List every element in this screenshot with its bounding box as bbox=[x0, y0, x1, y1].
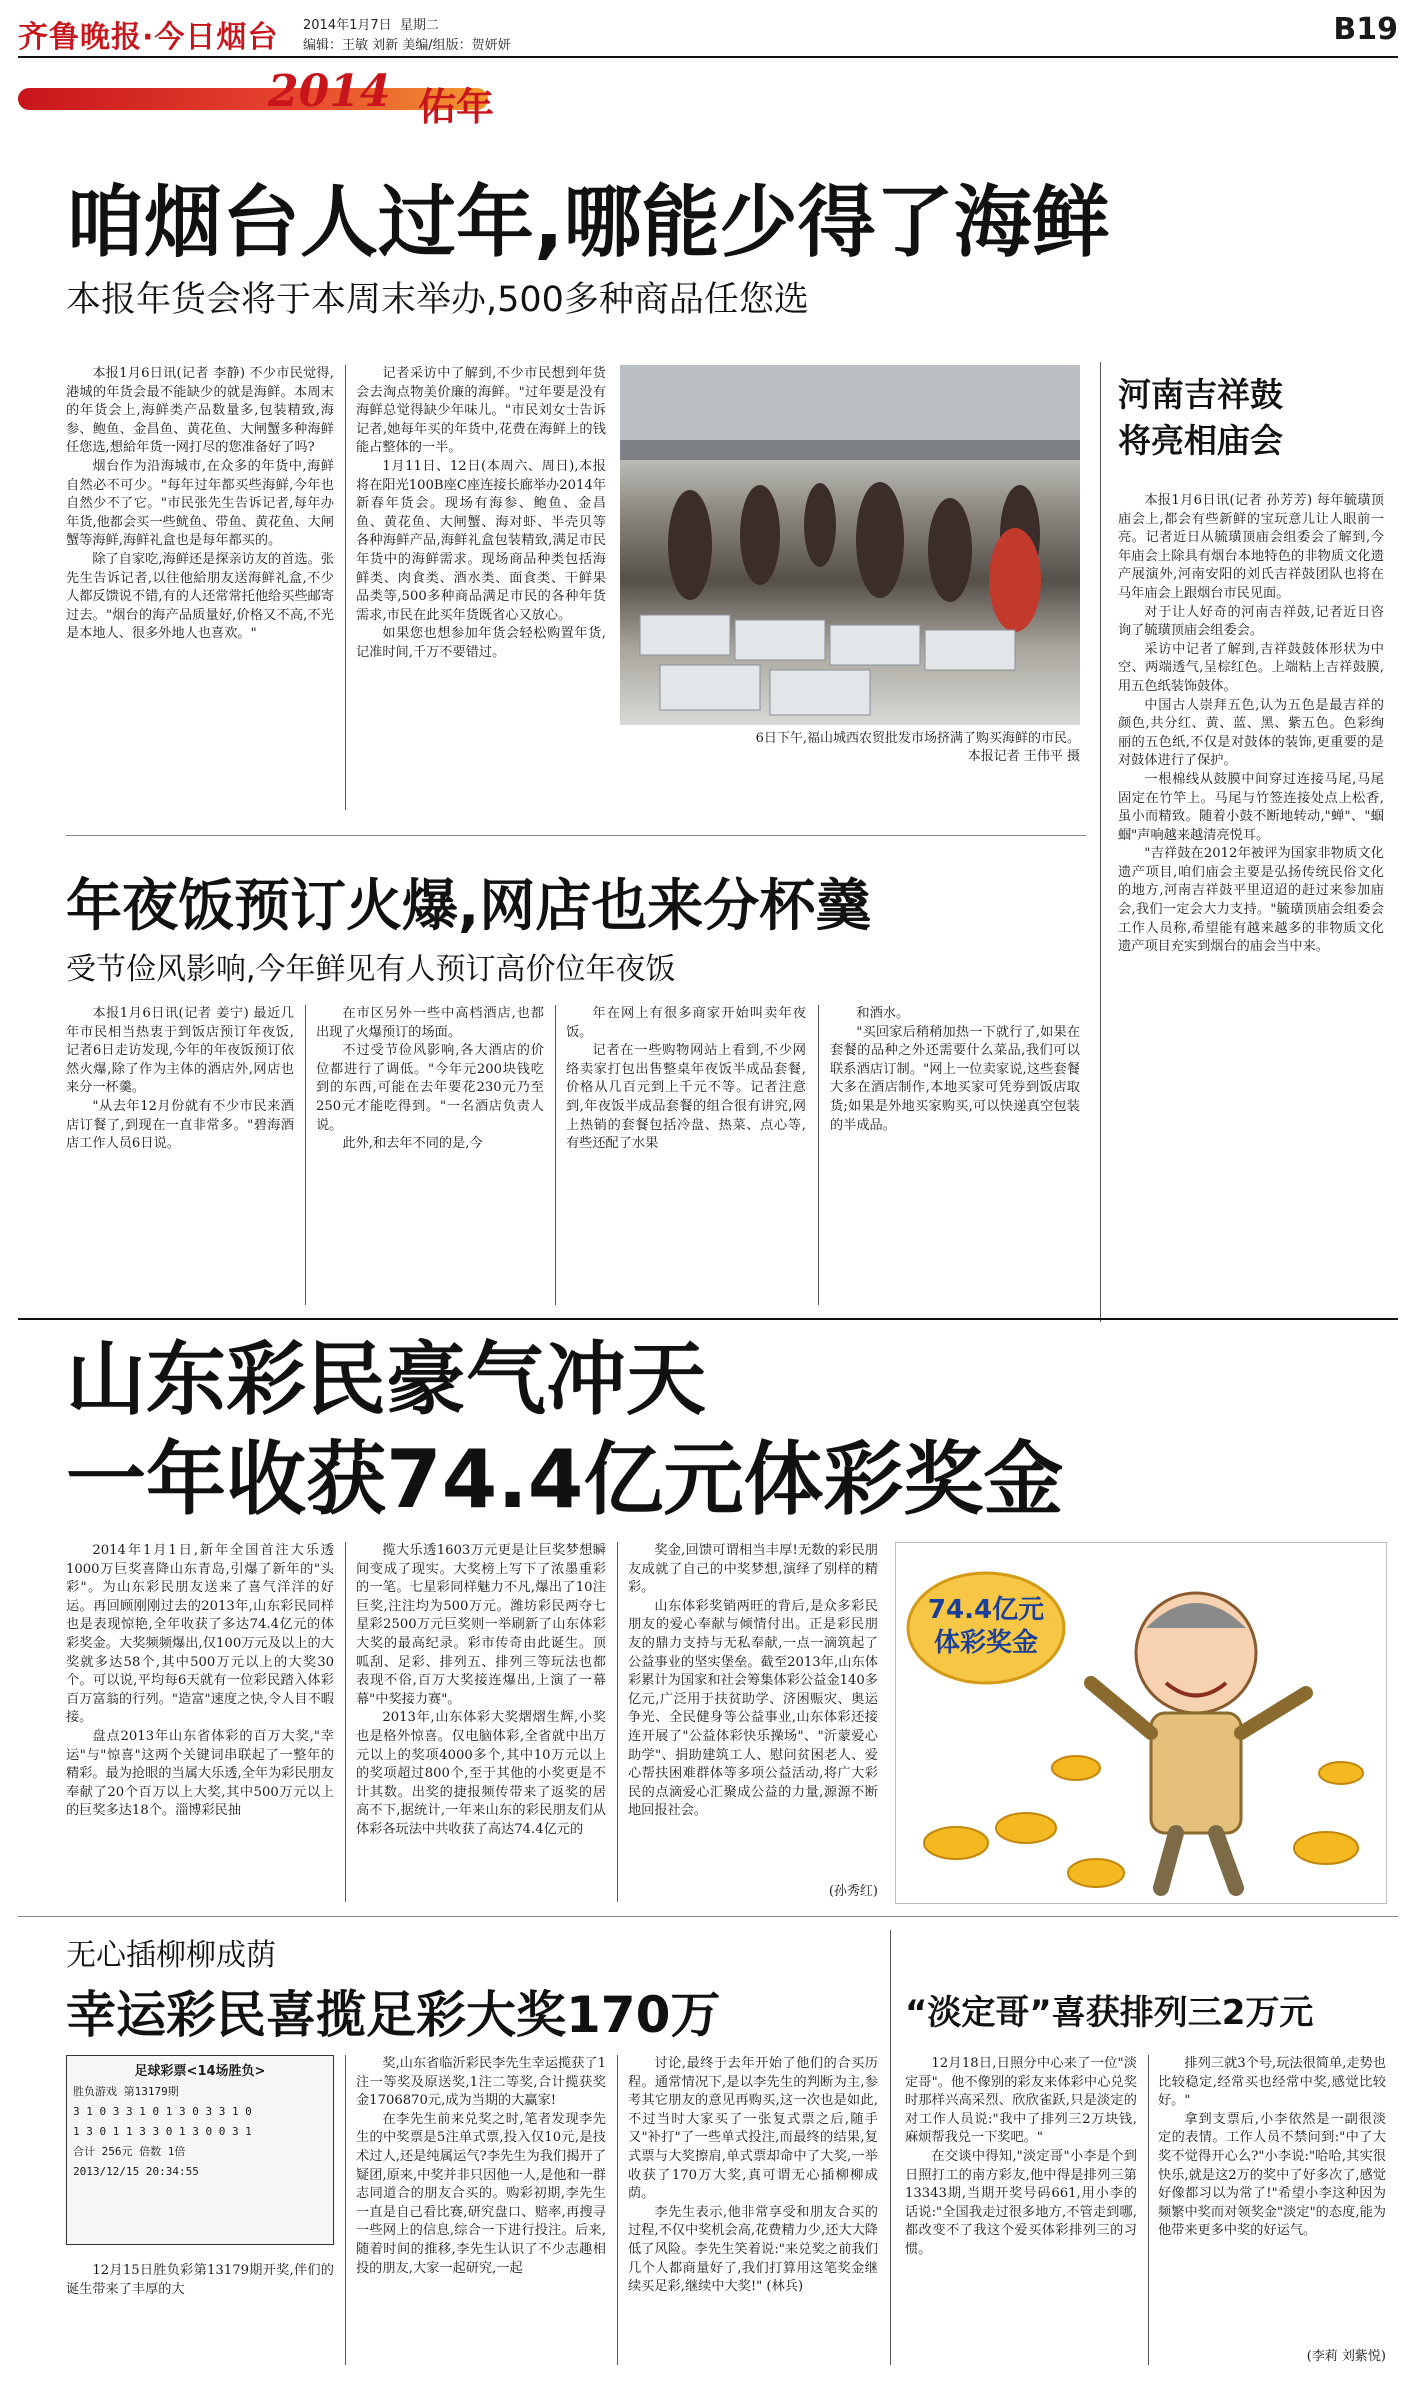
section-rule bbox=[18, 1916, 1398, 1917]
illus-label-line-2: 体彩奖金 bbox=[933, 1628, 1039, 1658]
story4-column-2 bbox=[356, 2055, 606, 2365]
side-column bbox=[1118, 492, 1384, 1302]
photo-credit: 本报记者 王伟平 摄 bbox=[967, 749, 1080, 764]
story2-column-3 bbox=[566, 1005, 806, 1305]
paragraph: 此外,和去年不同的是,今 bbox=[342, 1136, 483, 1152]
story4-kicker: 无心插柳柳成荫 bbox=[66, 1938, 276, 1973]
paragraph: 本报1月6日讯(记者 李静) 不少市民觉得,港城的年货会最不能缺少的就是海鲜。本周末的年货会上,海鲜类产品数量多,包装精致,海参、鲍鱼、金昌鱼、黄花鱼、大闸蟹多种海鲜任您选,想給年货一网打尽的您准备好了吗? bbox=[66, 366, 334, 456]
story5-column-1 bbox=[905, 2055, 1137, 2365]
market-scene-image bbox=[620, 365, 1080, 725]
section-rule bbox=[66, 835, 1086, 836]
column-divider bbox=[818, 1005, 819, 1305]
story5-headline: “淡定哥”喜获排列三2万元 bbox=[905, 1993, 1314, 2033]
paragraph: 2013年,山东体彩大奖熠熠生辉,小奖也是格外惊喜。仅电脑体彩,全省就中出万元以上的奖项4000多个,其中10万元以上的奖项超过800个,至于其他的小奖更是不计其数。出奖的捷报频传带来了返奖的居高不下,据统计,一年来山东的彩民朋友们从体彩各玩法中共收获了高达74.4亿元的 bbox=[356, 1710, 606, 1837]
paragraph: 排列三就3个号,玩法很简单,走势也比较稳定,经常买也经常中奖,感觉比较好。" bbox=[1158, 2056, 1386, 2109]
lottery-ticket-image bbox=[66, 2055, 334, 2245]
paragraph: "买回家后稍稍加热一下就行了,如果在套餐的品种之外还需要什么菜品,我们可以联系酒店订制。"网上一位卖家说,这些套餐大多在酒店制作,本地买家可凭券到饭店取货;如果是外地买家购买,可以快递真空包装的半成品。 bbox=[830, 1024, 1080, 1133]
story3-byline: (孙秀红) bbox=[828, 1884, 878, 1899]
paragraph: 本报1月6日讯(记者 姜宁) 最近几年市民相当热衷于到饭店预订年夜饭,记者6日走访发现,今年的年夜饭预订依然火爆,除了作为主体的酒店外,网店也来分一杯羹。 bbox=[66, 1006, 294, 1096]
story3-column-3 bbox=[628, 1542, 878, 1882]
paragraph: 记者采访中了解到,不少市民想到年货会去淘点物美价廉的海鲜。"过年要是没有海鲜总觉得缺少年味儿。"市民刘女士告诉记者,她每年买的年货中,花费在海鲜上的钱能占整体的一半。 bbox=[356, 366, 606, 456]
story2-subhead: 受节俭风影响,今年鲜见有人预订高价位年夜饭 bbox=[66, 952, 676, 987]
story1-headline: 咱烟台人过年,哪能少得了海鲜 bbox=[66, 178, 1110, 268]
paragraph: 讨论,最终于去年开始了他们的合买历程。通常情况下,是以李先生的判断为主,参考其它朋友的意见再购买,这一次也是如此,不过当时大家买了一张复式票之后,随手又"补打"了一些单式投注,而最终的结果,复式票与大奖擦肩,单式票却命中了大奖,一举收获了170万大奖,真可谓无心插柳柳成荫。 bbox=[628, 2056, 878, 2202]
paragraph: 李先生表示,他非常享受和朋友合买的过程,不仅中奖机会高,花费精力少,还大大降低了风险。李先生笑着说:"来兑奖之前我们几个人都商量好了,我们打算用这笔奖金继续买足彩,继续中大奖!" (林兵) bbox=[628, 2204, 878, 2295]
paragraph: 奖,山东省临沂彩民李先生幸运揽获了1注一等奖及原送奖,1注二等奖,合计揽获奖金1706870元,成为当期的大赢家! bbox=[356, 2056, 606, 2109]
paragraph: 在交谈中得知,"淡定哥"小李是个到日照打工的南方彩友,他中得是排列三第13343期,当期开奖号码661,用小李的话说:"全国我走过很多地方,不管走到哪,都改变不了我这个爱买体彩排列三的习惯。 bbox=[905, 2148, 1137, 2257]
story4-column-3 bbox=[628, 2055, 878, 2365]
masthead bbox=[18, 12, 1398, 56]
paragraph: "从去年12月份就有不少市民来酒店订餐了,到现在一直非常多。"碧海酒店工作人员6日说。 bbox=[66, 1098, 294, 1152]
column-divider bbox=[890, 1930, 891, 2365]
side-headline bbox=[1118, 372, 1283, 464]
column-divider bbox=[617, 2055, 618, 2365]
paragraph: 山东体彩奖销两旺的背后,是众多彩民朋友的爱心奉献与倾情付出。正是彩民朋友的鼎力支持与无私奉献,一点一滴筑起了公益事业的坚实堡垒。截至2013年,山东体彩累计为国家和社会筹集体彩公益金140多亿元,广泛用于扶贫助学、济困赈灾、奥运争光、全民健身等公益事业,山东体彩还接连开展了"公益体彩快乐操场"、"沂蒙爱心助学"、捐助建筑工人、慰问贫困老人、爱心帮扶困难群体等多项公益活动,将广大彩民的点滴爱心汇聚成公益的力量,源源不断地回报社会。 bbox=[628, 1598, 878, 1819]
paragraph: 本报1月6日讯(记者 孙芳芳) 每年毓璜顶庙会上,都会有些新鲜的宝玩意儿让人眼前一亮。记者近日从毓璜顶庙会组委会了解到,今年庙会上除具有烟台本地特色的非物质文化遗产展演外,河南安阳的刘氏吉祥鼓团队也将在马年庙会上跟烟台市民见面。 bbox=[1118, 493, 1384, 601]
banner-year: 2014 bbox=[268, 66, 391, 117]
paragraph: 烟台作为沿海城市,在众多的年货中,海鲜自然必不可少。"每年过年都买些海鲜,今年也自然少不了它。"市民张先生告诉记者,每年办年货,他都会买一些鱿鱼、带鱼、黄花鱼、大闸蟹等海鲜,海鲜礼盒也是每年都买的。 bbox=[66, 458, 334, 549]
paragraph: 年在网上有很多商家开始叫卖年夜饭。 bbox=[566, 1006, 806, 1040]
issue-date bbox=[303, 14, 439, 33]
paragraph: 1月11日、12日(本周六、周日),本报将在阳光100B座C座连接长廊举办2014年新春年货会。现场有海参、鲍鱼、金昌鱼、黄花鱼、大闸蟹、海对虾、半壳贝等各种海鲜产品,海鲜礼盒包装精致,满足市民年货中的海鲜需求。现场商品种类包括海鲜类、肉食类、酒水类、面食类、干鲜果品类等,500多种商品满足市民的各种年货需求,市民在此买年货既省心又放心。 bbox=[356, 458, 606, 623]
story2-headline: 年夜饭预订火爆,网店也来分杯羹 bbox=[66, 874, 872, 939]
story3-headline-line-2: 一年收获74.4亿元体彩奖金 bbox=[66, 1433, 1064, 1526]
date-text: 2014年1月7日 bbox=[303, 18, 392, 33]
paragraph: 如果您也想参加年货会轻松购置年货,记准时间,千万不要错过。 bbox=[356, 626, 606, 660]
paragraph: 在李先生前来兑奖之时,笔者发现李先生的中奖票是5注单式票,投入仅10元,是技术过人,还是纯属运气?李先生为我们揭开了疑团,原来,中奖并非只因他一人,是他和一群志同道合的朋友合买的。购彩初期,李先生一直是自己看比赛,研究盘口、赔率,再搜寻一些网上的信息,综合一下进行投注。后来,随着时间的推移,李先生认识了不少志趣相投的朋友,大家一起研究,一起 bbox=[356, 2111, 606, 2276]
ticket-row: 1 3 0 1 1 3 3 0 1 3 0 0 3 1 bbox=[73, 2125, 252, 2138]
story5-column-2 bbox=[1158, 2055, 1386, 2345]
ticket-row: 胜负游戏 第13179期 bbox=[73, 2085, 179, 2098]
lottery-mascot-illustration bbox=[895, 1542, 1387, 1904]
mascot-cartoon-image bbox=[896, 1543, 1386, 1903]
photo-caption bbox=[620, 730, 1080, 766]
story2-column-4 bbox=[830, 1005, 1080, 1305]
paragraph: 除了自家吃,海鲜还是探亲访友的首选。张先生告诉记者,以往他給朋友送海鲜礼盒,不少人都反馈说不错,有的人还常常托他给买些邮寄过去。"烟台的海产品质量好,价格又不高,不光是本地人、很多外地人也喜欢。" bbox=[66, 551, 334, 642]
column-divider bbox=[345, 365, 346, 810]
side-headline-line-1: 河南吉祥鼓 bbox=[1118, 375, 1283, 414]
story4-headline: 幸运彩民喜揽足彩大奖170万 bbox=[66, 1986, 721, 2044]
column-divider bbox=[305, 1005, 306, 1305]
story4-column-1 bbox=[66, 2262, 334, 2362]
column-divider bbox=[1148, 2055, 1149, 2365]
editors-line: 编辑：王敏 刘新 美编/组版：贺妍妍 bbox=[303, 38, 511, 53]
paragraph: 在市区另外一些中高档酒店,也都出现了火爆预订的场面。 bbox=[316, 1006, 544, 1040]
ticket-row: 3 1 0 3 3 1 0 1 3 0 3 3 1 0 bbox=[73, 2105, 252, 2118]
banner-title: 佑年 bbox=[418, 85, 495, 129]
story2-column-1 bbox=[66, 1005, 294, 1305]
story2-column-2 bbox=[316, 1005, 544, 1305]
column-divider bbox=[555, 1005, 556, 1305]
section-banner bbox=[18, 62, 538, 140]
paragraph: 一根棉线从鼓膜中间穿过连接马尾,马尾固定在竹竿上。马尾与竹签连接处点上松香,虽小而精致。随着小鼓不断地转动,"蝉"、"蝈蝈"声响越来越清亮悦耳。 bbox=[1118, 771, 1384, 843]
paragraph: 奖金,回馈可谓相当丰厚!无数的彩民朋友成就了自己的中奖梦想,演绎了别样的精彩。 bbox=[628, 1543, 878, 1596]
paragraph: 揽大乐透1603万元更是让巨奖梦想瞬间变成了现实。大奖榜上写下了浓墨重彩的一笔。七星彩同样魅力不凡,爆出了10注巨奖,注注均为500万元。潍坊彩民两夺七星彩2500万元巨奖则一举刷新了山东体彩大奖的最高纪录。彩市传奇由此诞生。顶呱刮、足彩、排列五、排列三等玩法也都表现不俗,百万大奖接连爆出,上演了一幕幕"中奖接力赛"。 bbox=[356, 1543, 606, 1707]
illus-label-line-1: 74.4亿元 bbox=[927, 1595, 1045, 1625]
page-number: B19 bbox=[1333, 12, 1398, 47]
story3-column-2 bbox=[356, 1542, 606, 1902]
story3-headline-line-1: 山东彩民豪气冲天 bbox=[66, 1333, 706, 1426]
paragraph: 拿到支票后,小李依然是一副很淡定的表情。工作人员不禁问到:"中了大奖不觉得开心么?"小李说:"哈哈,其实很快乐,就是这2万的奖中了好多次了,感觉好像都习以为常了!"希望小李这种因为频繁中奖而对领奖金"淡定"的态度,能为他带来更多中奖的好运气。 bbox=[1158, 2111, 1386, 2239]
story1-subhead: 本报年货会将于本周末举办,500多种商品任您选 bbox=[66, 280, 809, 320]
paragraph: 和酒水。 bbox=[856, 1006, 910, 1021]
column-divider bbox=[345, 2055, 346, 2365]
paragraph: 采访中记者了解到,吉祥鼓鼓体形状为中空、两端透气,呈棕红色。上端粘上吉祥鼓膜,用五色纸装饰鼓体。 bbox=[1118, 641, 1384, 694]
masthead-rule bbox=[18, 56, 1398, 58]
side-divider bbox=[1100, 362, 1101, 1322]
paragraph: 12月15日胜负彩第13179期开奖,伴们的诞生带来了丰厚的大 bbox=[66, 2263, 334, 2297]
weekday-text: 星期二 bbox=[399, 18, 439, 33]
story1-column-2 bbox=[356, 365, 606, 810]
ticket-title: 足球彩票<14场胜负> bbox=[134, 2064, 266, 2079]
paragraph: "吉祥鼓在2012年被评为国家非物质文化遗产项目,咱们庙会主要是弘扬传统民俗文化的地方,河南吉祥鼓平里迢迢的赶过来参加庙会,我们一定会大力支持。"毓璜顶庙会组委会工作人员称,希望能有越来越多的非物质文化遗产项目充实到烟台的庙会当中来。 bbox=[1118, 846, 1384, 955]
side-headline-line-2: 将亮相庙会 bbox=[1118, 421, 1283, 460]
column-divider bbox=[345, 1542, 346, 1902]
story5-byline: (李莉 刘紫悦) bbox=[1306, 2349, 1386, 2364]
seafood-market-photo bbox=[620, 365, 1080, 725]
paragraph: 盘点2013年山东省体彩的百万大奖,"幸运"与"惊喜"这两个关键词串联起了一整年的精彩。最为抢眼的当属大乐透,全年为彩民朋友奉献了20个百万以上大奖,其中500万元以上的巨奖多达18个。淄博彩民抽 bbox=[66, 1728, 334, 1819]
paragraph: 12月18日,日照分中心来了一位"淡定哥"。他不像别的彩友来体彩中心兑奖时那样兴高采烈、欣欣雀跃,只是淡定的对工作人员说:"我中了排列三2万块钱,麻烦帮我兑一下奖吧。" bbox=[905, 2056, 1137, 2146]
paragraph: 2014年1月1日,新年全国首注大乐透1000万巨奖喜降山东青岛,引爆了新年的"头彩"。为山东彩民朋友送来了喜气洋洋的好运。再回顾刚刚过去的2013年,山东彩民同样也是表现惊艳,全年收获了多达74.4亿元的体彩奖金。大奖频频爆出,仅100万元及以上的大奖就多达58个,其中500万元以上的大奖30个。可以说,平均每6天就有一位彩民踏入体彩百万富翁的行列。"造富"速度之快,令人目不暇接。 bbox=[66, 1543, 334, 1726]
paragraph: 记者在一些购物网站上看到,不少网络卖家打包出售整桌年夜饭半成品套餐,价格从几百元到上千元不等。记者注意到,年夜饭半成品套餐的组合很有讲究,网上热销的套餐包括冷盘、热菜、点心等,有些还配了水果 bbox=[566, 1043, 806, 1152]
paragraph: 中国古人崇拜五色,认为五色是最吉祥的颜色,共分红、黄、蓝、黑、紫五色。色彩绚丽的五色纸,不仅是对鼓体的装饰,更重要的是对鼓体进行了保护。 bbox=[1118, 697, 1384, 769]
paragraph: 对于让人好奇的河南吉祥鼓,记者近日咨询了毓璜顶庙会组委会。 bbox=[1118, 604, 1384, 639]
caption-text: 6日下午,福山城西农贸批发市场挤满了购买海鲜的市民。 bbox=[755, 731, 1080, 746]
story1-column-1 bbox=[66, 365, 334, 810]
paper-name: 齐鲁晚报·今日烟台 bbox=[18, 20, 279, 55]
paragraph: 不过受节俭风影响,各大酒店的价位都进行了调低。"今年元200块钱吃到的东西,可能在去年要花230元乃至250元才能吃得到。"一名酒店负责人说。 bbox=[316, 1043, 544, 1133]
story3-column-1 bbox=[66, 1542, 334, 1902]
section-rule bbox=[18, 1318, 1398, 1320]
column-divider bbox=[617, 1542, 618, 1902]
ticket-row: 合计 256元 倍数 1倍 bbox=[73, 2145, 186, 2158]
ticket-row: 2013/12/15 20:34:55 bbox=[73, 2165, 199, 2178]
story3-headline bbox=[66, 1330, 1063, 1530]
